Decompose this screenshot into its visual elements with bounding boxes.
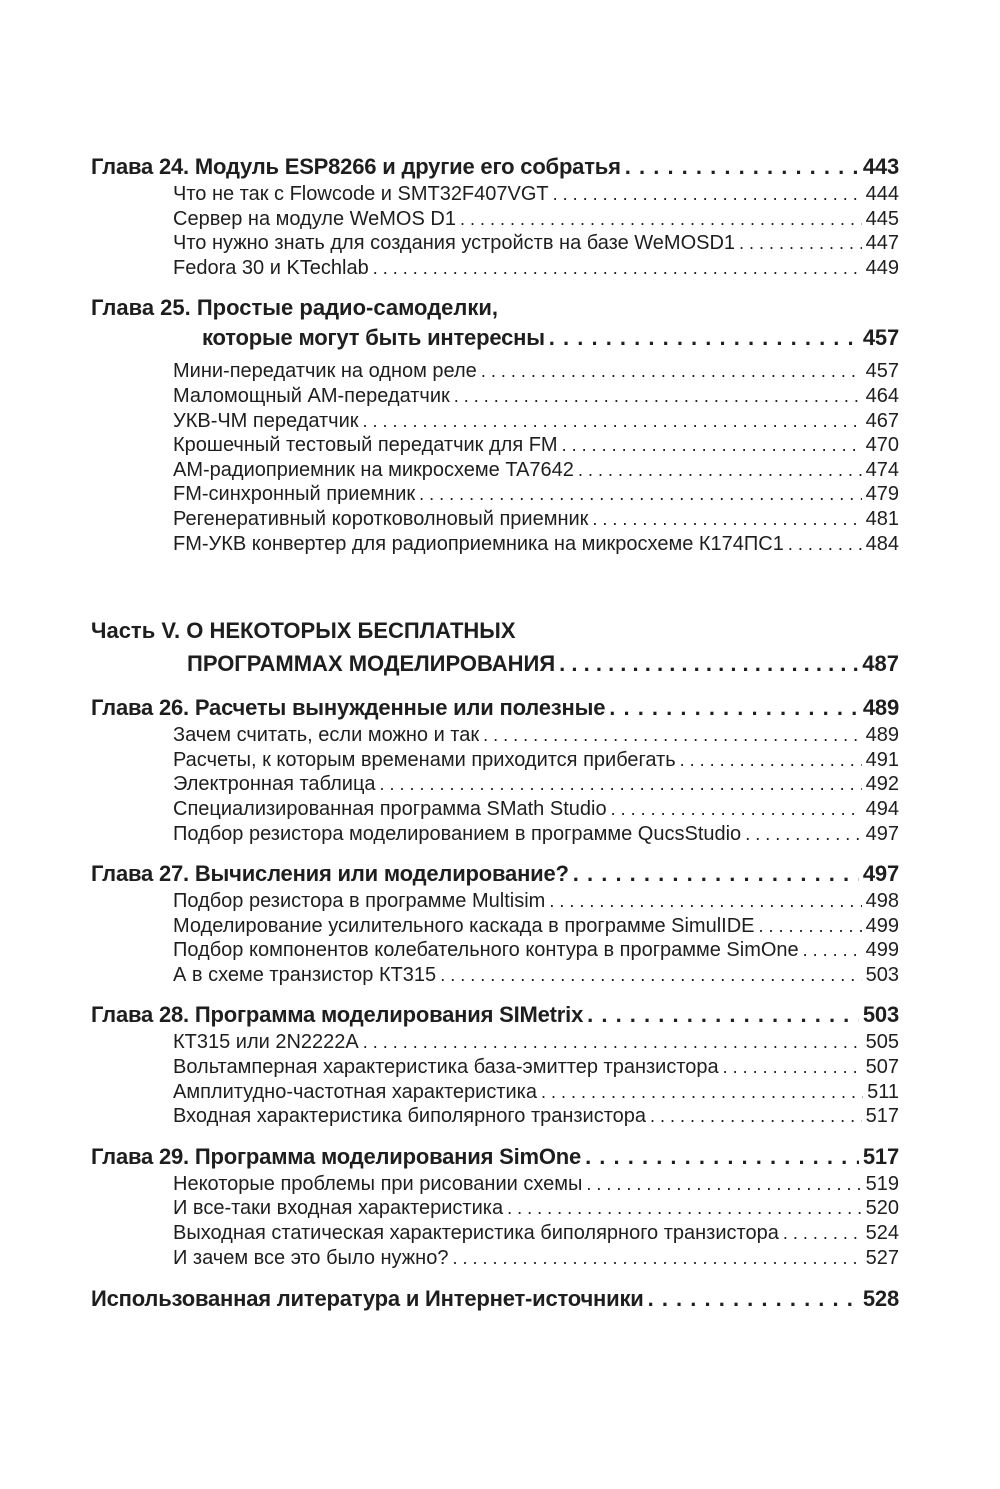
- bibliography: [91, 1284, 899, 1314]
- dot-leader: [454, 384, 862, 409]
- page-number: 517: [865, 1105, 899, 1128]
- dot-leader: [680, 748, 862, 773]
- dot-leader: [460, 207, 862, 232]
- chapter-title: Глава 28. Программа моделирования SIMetrix: [91, 1002, 584, 1028]
- page-number: 457: [862, 325, 899, 351]
- bibliography-heading[interactable]: [91, 1284, 899, 1314]
- toc-entry[interactable]: [91, 359, 899, 384]
- entry-title: Подбор компонентов колебательного контура в программе SimOne: [173, 939, 799, 962]
- dot-leader: [562, 433, 862, 458]
- dot-leader: [549, 889, 861, 914]
- entry-title: Регенеративный коротковолновый приемник: [173, 507, 589, 530]
- toc-entry[interactable]: [91, 938, 899, 963]
- page-number: 507: [865, 1056, 899, 1079]
- toc-entry[interactable]: [91, 772, 899, 797]
- chapter-title: которые могут быть интересны: [202, 325, 545, 351]
- entry-title: Выходная статическая характеристика биполярного транзистора: [173, 1222, 779, 1245]
- dot-leader: [803, 938, 862, 963]
- entry-title: Подбор резистора моделированием в программе QucsStudio: [173, 822, 742, 845]
- page-number: 470: [865, 434, 899, 457]
- part-5-heading[interactable]: [91, 647, 899, 680]
- entry-title: Fedora 30 и KTechlab: [173, 256, 369, 279]
- toc-entry[interactable]: [91, 914, 899, 939]
- dot-leader: [541, 1080, 863, 1105]
- entry-title: И зачем все это было нужно?: [173, 1246, 449, 1269]
- entry-title: Маломощный АМ-передатчик: [173, 384, 450, 407]
- entry-title: Мини-передатчик на одном реле: [173, 360, 477, 383]
- entry-title: АМ-радиоприемник на микросхеме TA7642: [173, 458, 574, 481]
- entry-title: И все-таки входная характеристика: [173, 1197, 504, 1220]
- chapter-26-heading[interactable]: [91, 693, 899, 723]
- chapter-title: Глава 27. Вычисления или моделирование?: [91, 861, 569, 887]
- page-number: 443: [862, 154, 899, 179]
- dot-leader: [549, 323, 859, 353]
- dot-leader: [380, 772, 862, 797]
- entry-title: КТ315 или 2N2222A: [173, 1031, 359, 1054]
- dot-leader: [507, 1196, 862, 1221]
- toc-entry[interactable]: [91, 889, 899, 914]
- toc-entry[interactable]: [91, 482, 899, 507]
- dot-leader: [587, 1000, 859, 1030]
- toc-entry[interactable]: [91, 723, 899, 748]
- entry-title: Что нужно знать для создания устройств на базе WeMOSD1: [173, 232, 736, 255]
- dot-leader: [373, 256, 862, 281]
- toc-entry[interactable]: [91, 458, 899, 483]
- chapter-25: [91, 293, 899, 556]
- page-number: 511: [867, 1080, 899, 1103]
- dot-leader: [452, 1246, 861, 1271]
- page-number: 447: [865, 232, 899, 255]
- dot-leader: [758, 914, 861, 939]
- page-number: 487: [862, 651, 899, 677]
- chapter-26: [91, 693, 899, 846]
- page-number: 489: [862, 695, 899, 721]
- dot-leader: [592, 507, 861, 532]
- toc-entry[interactable]: [91, 207, 899, 232]
- entry-title: Сервер на модуле WeMOS D1: [173, 207, 456, 230]
- entry-title: УКВ-ЧМ передатчик: [173, 409, 359, 432]
- table-of-contents: [91, 152, 899, 1314]
- toc-entry[interactable]: [91, 797, 899, 822]
- page-number: 492: [865, 773, 899, 796]
- entry-title: Некоторые проблемы при рисовании схемы: [173, 1172, 583, 1195]
- dot-leader: [483, 723, 862, 748]
- dot-leader: [586, 1172, 861, 1197]
- chapter-24-heading[interactable]: [91, 152, 899, 182]
- page-number: 517: [862, 1143, 899, 1169]
- toc-entry[interactable]: [91, 1055, 899, 1080]
- dot-leader: [650, 1104, 862, 1129]
- toc-entry[interactable]: [91, 507, 899, 532]
- entry-title: Специализированная программа SMath Studio: [173, 797, 607, 820]
- page-number: 503: [865, 963, 899, 986]
- page-number: 519: [865, 1172, 899, 1195]
- entry-title: Электронная таблица: [173, 773, 376, 796]
- dot-leader: [745, 822, 861, 847]
- dot-leader: [559, 647, 858, 680]
- page-number: 528: [862, 1286, 899, 1312]
- chapter-28: [91, 1000, 899, 1128]
- entry-title: Вольтамперная характеристика база-эмиттер транзистора: [173, 1056, 719, 1079]
- chapter-27: [91, 859, 899, 987]
- entry-title: Что не так с Flowcode и SMT32F407VGT: [173, 183, 549, 205]
- page-number: 503: [862, 1002, 899, 1028]
- dot-leader: [611, 797, 862, 822]
- page-number: 520: [865, 1197, 899, 1220]
- chapter-25-heading[interactable]: [91, 323, 899, 353]
- dot-leader: [609, 693, 859, 723]
- page-number: 497: [865, 822, 899, 845]
- page-number: 499: [865, 914, 899, 937]
- dot-leader: [363, 409, 862, 434]
- toc-entry[interactable]: [91, 384, 899, 409]
- dot-leader: [578, 458, 862, 483]
- entry-title: FM-УКВ конвертер для радиоприемника на микросхеме К174ПС1: [173, 532, 784, 555]
- toc-entry[interactable]: [91, 1172, 899, 1197]
- page-number: 481: [865, 507, 899, 530]
- page-number: 491: [865, 748, 899, 771]
- entry-title: Зачем считать, если можно и так: [173, 724, 480, 747]
- part-5: [91, 614, 899, 680]
- page-number: 457: [865, 360, 899, 383]
- dot-leader: [573, 859, 859, 889]
- page-number: 498: [865, 890, 899, 913]
- page-number: 449: [865, 256, 899, 279]
- entry-title: Моделирование усилительного каскада в программе SimulIDE: [173, 914, 755, 937]
- part-title: ПРОГРАММАХ МОДЕЛИРОВАНИЯ: [187, 651, 556, 677]
- toc-entry[interactable]: [91, 1221, 899, 1246]
- entry-title: Крошечный тестовый передатчик для FM: [173, 434, 558, 457]
- page-number: 474: [865, 458, 899, 481]
- page-number: 494: [865, 797, 899, 820]
- toc-entry[interactable]: [91, 748, 899, 773]
- entry-title: FM-синхронный приемник: [173, 483, 416, 506]
- page-number: 489: [865, 724, 899, 747]
- toc-entry[interactable]: [91, 1104, 899, 1129]
- page-number: 497: [862, 861, 899, 887]
- page-number: 445: [865, 207, 899, 230]
- page-number: 524: [865, 1222, 899, 1245]
- dot-leader: [739, 231, 862, 256]
- toc-entry[interactable]: [91, 1246, 899, 1271]
- page-number: 467: [865, 409, 899, 432]
- chapter-24: [91, 152, 899, 280]
- chapter-27-heading[interactable]: [91, 859, 899, 889]
- dot-leader: [363, 1030, 862, 1055]
- chapter-28-heading[interactable]: [91, 1000, 899, 1030]
- toc-entry[interactable]: [91, 409, 899, 434]
- entry-title: Расчеты, к которым временами приходится прибегать: [173, 748, 676, 771]
- dot-leader: [625, 152, 859, 182]
- page-number: 479: [865, 483, 899, 506]
- dot-leader: [553, 182, 862, 207]
- dot-leader: [419, 482, 861, 507]
- dot-leader: [783, 1221, 862, 1246]
- dot-leader: [481, 359, 862, 384]
- page-number: 505: [865, 1031, 899, 1054]
- toc-entry[interactable]: [91, 433, 899, 458]
- entry-title: Входная характеристика биполярного транзистора: [173, 1105, 647, 1128]
- dot-leader: [440, 963, 861, 988]
- toc-entry[interactable]: [91, 963, 899, 988]
- toc-entry[interactable]: [91, 532, 899, 557]
- toc-entry[interactable]: [91, 1080, 899, 1105]
- toc-entry[interactable]: [91, 822, 899, 847]
- chapter-29-heading[interactable]: [91, 1142, 899, 1172]
- chapter-29: [91, 1142, 899, 1270]
- dot-leader: [788, 532, 862, 557]
- dot-leader: [585, 1142, 859, 1172]
- part-5-heading-line1[interactable]: Часть V. О НЕКОТОРЫХ БЕСПЛАТНЫХ: [91, 618, 516, 644]
- chapter-title: Глава 24. Модуль ESP8266 и другие его собратья: [91, 154, 621, 179]
- toc-entry[interactable]: [91, 256, 899, 281]
- dot-leader: [723, 1055, 862, 1080]
- dot-leader: [648, 1284, 859, 1314]
- bibliography-title: Использованная литература и Интернет-источники: [91, 1286, 644, 1312]
- toc-entry[interactable]: [91, 1196, 899, 1221]
- chapter-title: Глава 26. Расчеты вынужденные или полезные: [91, 695, 606, 721]
- entry-title: Подбор резистора в программе Multisim: [173, 890, 546, 913]
- page-number: 527: [865, 1246, 899, 1269]
- page-number: 499: [865, 939, 899, 962]
- page-number: 484: [865, 532, 899, 555]
- toc-entry[interactable]: [91, 1030, 899, 1055]
- page-number: 444: [865, 183, 899, 205]
- entry-title: А в схеме транзистор КТ315: [173, 963, 437, 986]
- toc-entry[interactable]: [91, 231, 899, 256]
- page-number: 464: [865, 384, 899, 407]
- chapter-25-heading-line1[interactable]: Глава 25. Простые радио-самоделки,: [91, 295, 499, 321]
- chapter-title: Глава 29. Программа моделирования SimOne: [91, 1143, 582, 1169]
- entry-title: Амплитудно-частотная характеристика: [173, 1080, 537, 1103]
- toc-entry[interactable]: [91, 182, 899, 207]
